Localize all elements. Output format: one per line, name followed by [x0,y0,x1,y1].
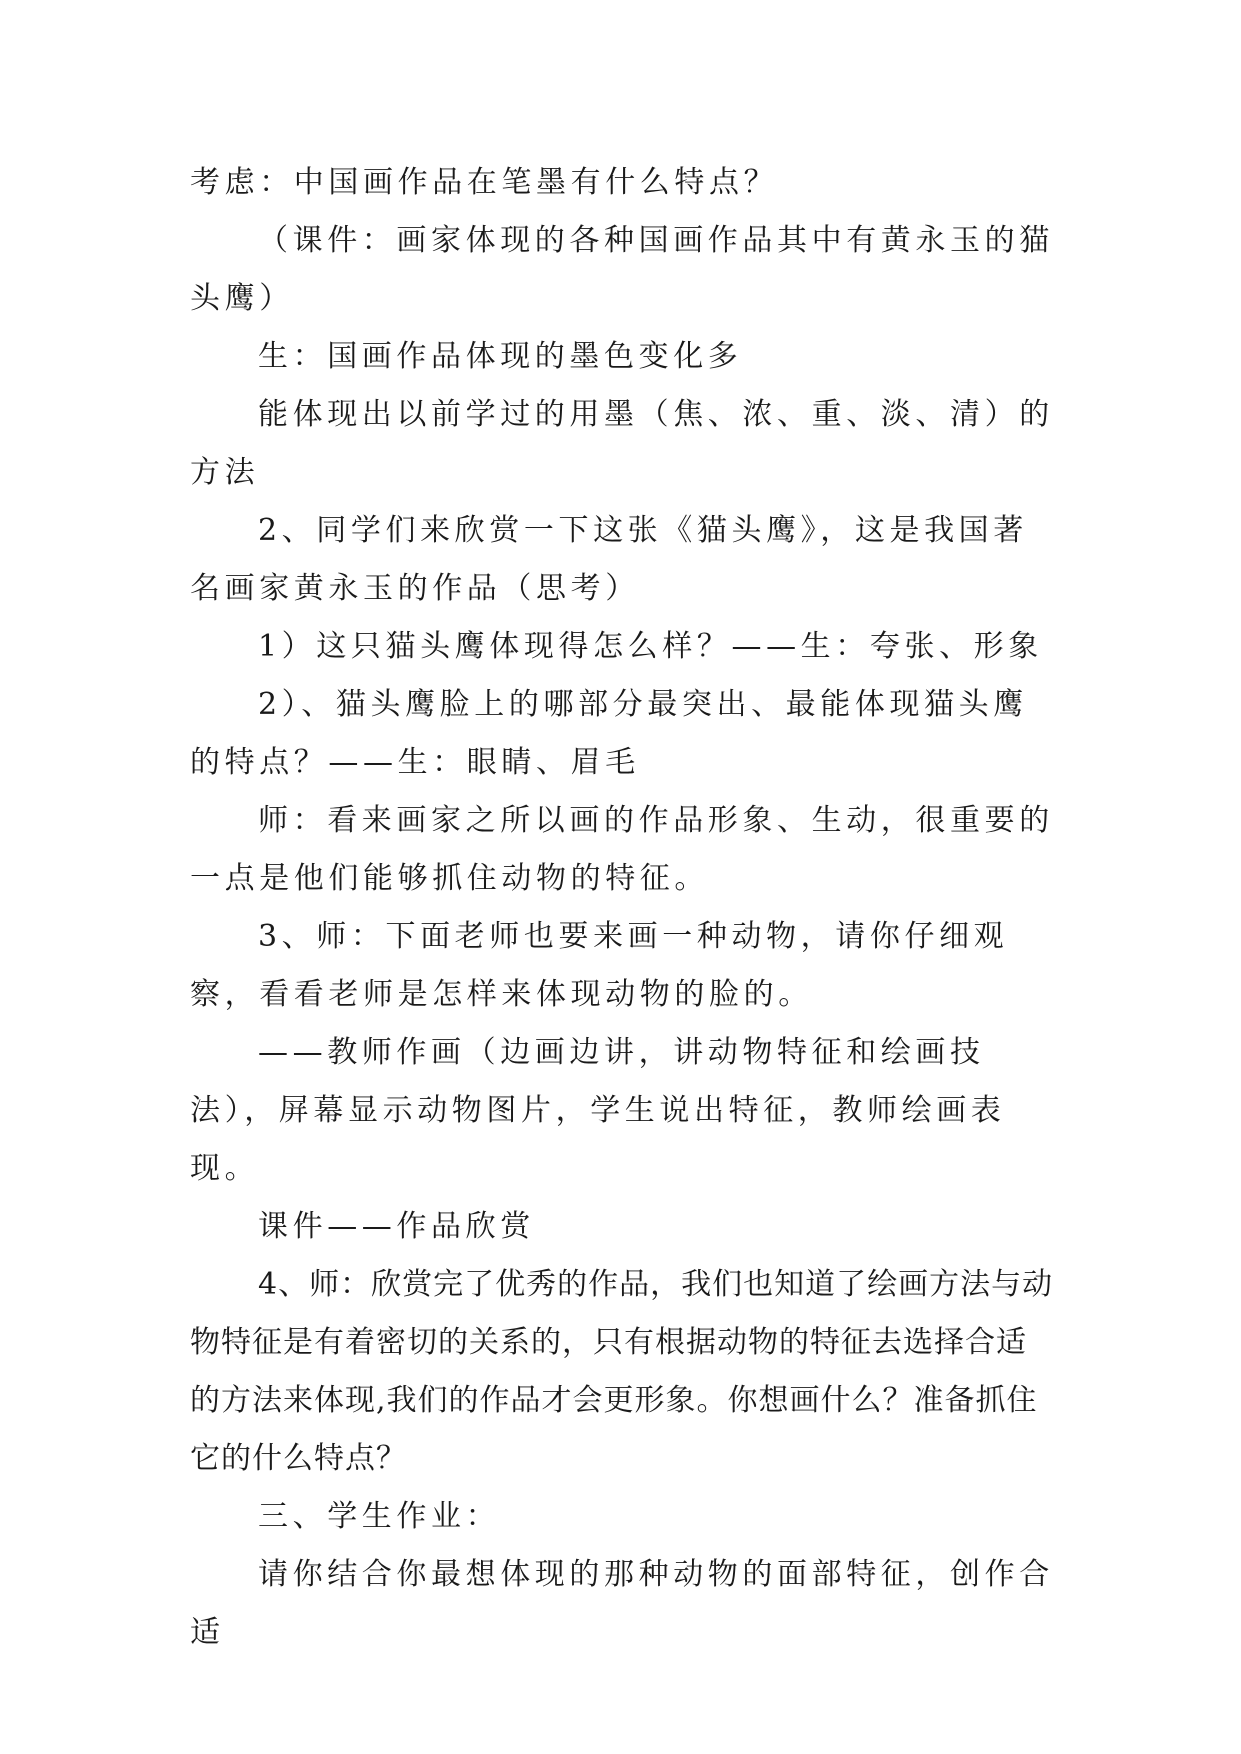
paragraph: 课件——作品欣赏 [258,1209,535,1244]
paragraph: 请你结合你最想体现的那种动物的面部特征，创作合适 [190,1557,1054,1650]
paragraph: 4、师：欣赏完了优秀的作品，我们也知道了绘画方法与动物特征是有着密切的关系的，只有根据动物的特征去选择合适的方法来体现,我们的作品才会更形象。你想画什么？准备抓住它的什么特点？ [190,1267,1054,1476]
body-text [190,154,1055,1662]
paragraph: 能体现出以前学过的用墨（焦、浓、重、淡、清）的方法 [190,397,1054,490]
paragraph: 1）这只猫头鹰体现得怎么样？——生：夸张、形象 [258,629,1043,664]
paragraph: （课件：画家体现的各种国画作品其中有黄永玉的猫头鹰） [190,223,1054,316]
paragraph: 3、师：下面老师也要来画一种动物，请你仔细观察，看看老师是怎样来体现动物的脸的。 [190,919,1009,1012]
paragraph: 考虑：中国画作品在笔墨有什么特点？ [190,165,779,200]
paragraph: 师：看来画家之所以画的作品形象、生动，很重要的一点是他们能够抓住动物的特征。 [190,803,1054,896]
paragraph: 三、学生作业： [258,1499,501,1534]
paragraph: ——教师作画（边画边讲，讲动物特征和绘画技法），屏幕显示动物图片，学生说出特征，教师绘画表现。 [190,1035,1006,1186]
paragraph: 2）、猫头鹰脸上的哪部分最突出、最能体现猫头鹰的特点？——生：眼睛、眉毛 [190,687,1028,780]
paragraph: 生：国画作品体现的墨色变化多 [258,339,743,374]
paragraph: 2、同学们来欣赏一下这张《猫头鹰》，这是我国著名画家黄永玉的作品（思考） [190,513,1028,606]
